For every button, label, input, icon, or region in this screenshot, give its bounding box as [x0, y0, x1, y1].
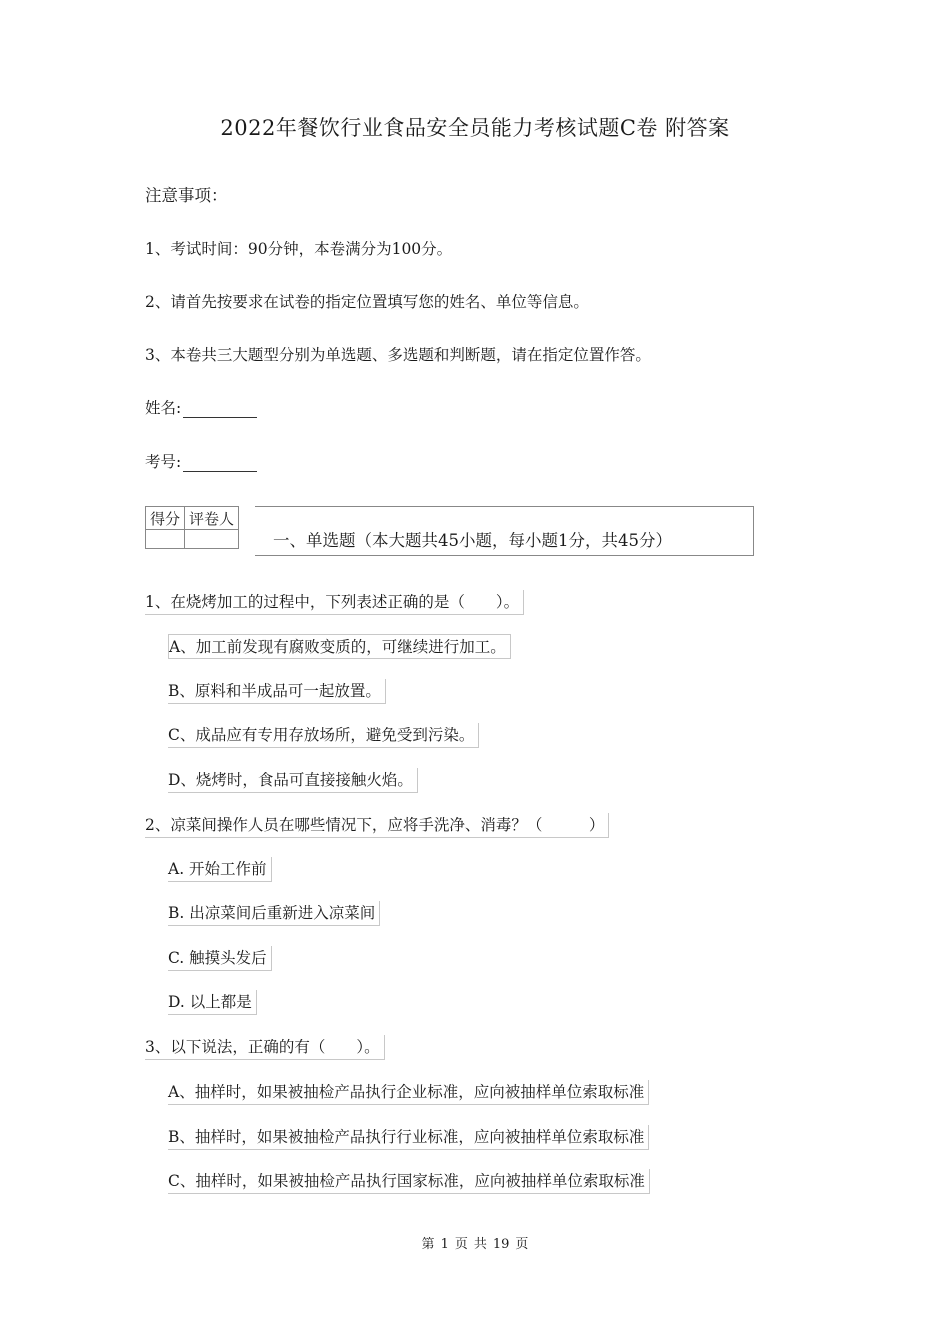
id-field[interactable]: [145, 450, 257, 472]
section-header-box: [255, 506, 754, 556]
q3-option-c[interactable]: C、抽样时，如果被抽检产品执行国家标准，应向被抽样单位索取标准: [168, 1169, 650, 1194]
q1-option-b[interactable]: B、原料和半成品可一起放置。: [168, 679, 386, 704]
section-title: 一、单选题（本大题共45小题，每小题1分，共45分）: [273, 531, 672, 550]
id-label: 考号:: [145, 453, 182, 471]
question-2: 2、凉菜间操作人员在哪些情况下，应将手洗净、消毒？（ ）: [145, 813, 609, 838]
q2-option-c[interactable]: C. 触摸头发后: [168, 946, 272, 971]
footer-label-2: 页: [454, 1237, 468, 1252]
q2-option-a[interactable]: A. 开始工作前: [168, 857, 272, 882]
footer-label-1: 第: [421, 1237, 435, 1252]
name-blank[interactable]: [183, 401, 257, 418]
score-cell[interactable]: [146, 530, 185, 549]
note-item-1: 1、考试时间：90分钟，本卷满分为100分。: [145, 240, 453, 258]
name-label: 姓名:: [145, 399, 182, 417]
note-item-3: 3、本卷共三大题型分别为单选题、多选题和判断题，请在指定位置作答。: [145, 346, 651, 364]
q3-option-a[interactable]: A、抽样时，如果被抽检产品执行企业标准，应向被抽样单位索取标准: [168, 1080, 649, 1105]
q3-option-b[interactable]: B、抽样时，如果被抽检产品执行行业标准，应向被抽样单位索取标准: [168, 1125, 649, 1150]
score-header: 得分: [146, 507, 185, 530]
q2-option-b[interactable]: B. 出凉菜间后重新进入凉菜间: [168, 901, 380, 926]
footer-label-4: 页: [515, 1237, 529, 1252]
grader-header: 评卷人: [185, 507, 239, 530]
q1-option-a[interactable]: A、加工前发现有腐败变质的，可继续进行加工。: [168, 634, 511, 659]
id-blank[interactable]: [183, 455, 257, 472]
document-title: 2022年餐饮行业食品安全员能力考核试题C卷 附答案: [220, 116, 730, 140]
q2-option-d[interactable]: D. 以上都是: [168, 990, 257, 1015]
footer-label-3: 共: [473, 1237, 487, 1252]
question-1: 1、在烧烤加工的过程中，下列表述正确的是（ ）。: [145, 590, 524, 615]
q1-option-c[interactable]: C、成品应有专用存放场所，避免受到污染。: [168, 723, 479, 748]
page-footer: [0, 1233, 950, 1252]
page-number: 1: [440, 1237, 449, 1252]
grader-cell[interactable]: [185, 530, 239, 549]
name-field[interactable]: [145, 396, 257, 418]
q1-option-d[interactable]: D、烧烤时，食品可直接接触火焰。: [168, 768, 418, 793]
notes-heading: 注意事项：: [145, 186, 228, 205]
page-total: 19: [492, 1237, 510, 1252]
question-3: 3、以下说法，正确的有（ ）。: [145, 1035, 385, 1060]
note-item-2: 2、请首先按要求在试卷的指定位置填写您的姓名、单位等信息。: [145, 293, 589, 311]
score-table: [145, 506, 239, 549]
